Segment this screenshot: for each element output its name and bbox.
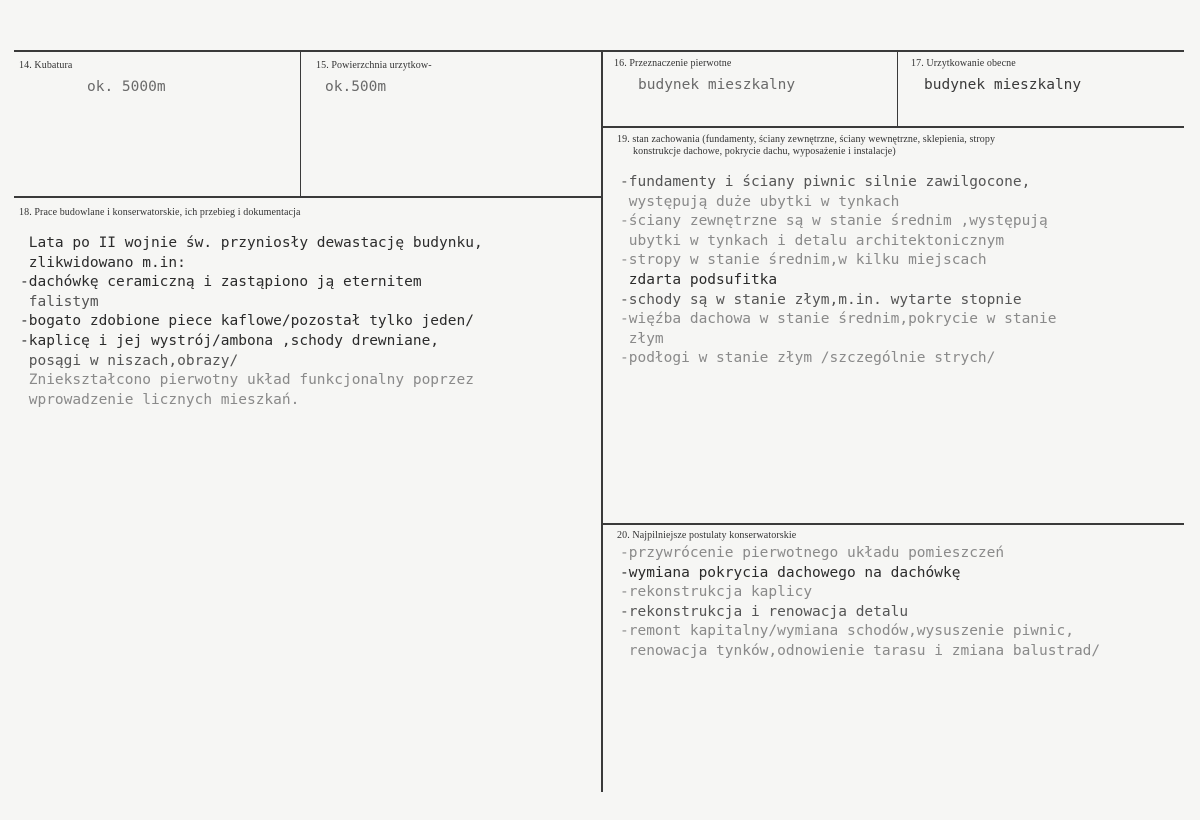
vertical-divider-14-15 <box>300 51 301 197</box>
field-14-value: ok. 5000m <box>87 79 166 95</box>
text-line: Lata po II wojnie św. przyniosły dewastację budynku, <box>20 235 483 251</box>
field-18-label: 18. Prace budowlane i konserwatorskie, ich przebieg i dokumentacja <box>19 207 301 218</box>
vertical-divider-16-17 <box>897 51 898 127</box>
horizontal-rule-19 <box>602 126 1184 128</box>
text-line: wprowadzenie licznych mieszkań. <box>20 391 300 408</box>
field-15-value: ok.500m <box>325 79 387 95</box>
field-16-label: 16. Przeznaczenie pierwotne <box>614 58 732 69</box>
horizontal-rule-20 <box>602 523 1184 525</box>
text-line: renowacja tynków,odnowienie tarasu i zmiana balustrad/ <box>620 642 1101 659</box>
text-line: -przywrócenie pierwotnego układu pomieszczeń <box>620 545 1005 561</box>
text-line: -remont kapitalny/wymiana schodów,wysuszenie piwnic, <box>620 623 1074 640</box>
field-20-text <box>620 545 1100 663</box>
field-19-label-line1: 19. stan zachowania (fundamenty, ściany zewnętrzne, ściany wewnętrzne, sklepienia, stropy <box>617 134 996 145</box>
field-19-label-line2: konstrukcje dachowe, pokrycie dachu, wyposażenie i instalacje) <box>633 146 896 157</box>
text-line: -bogato zdobione piece kaflowe/pozostał tylko jeden/ <box>20 313 474 330</box>
text-line: ubytki w tynkach i detalu architektonicznym <box>620 232 1005 249</box>
text-line: -wymiana pokrycia dachowego na dachówkę <box>620 564 961 581</box>
field-15-label: 15. Powierzchnia urzytkow- <box>316 60 432 71</box>
text-line: złym <box>620 330 664 347</box>
top-rule <box>14 50 1184 52</box>
text-line: -stropy w stanie średnim,w kilku miejscach <box>620 252 987 269</box>
text-line: -więźba dachowa w stanie średnim,pokrycie w stanie <box>620 311 1057 328</box>
field-16-value: budynek mieszkalny <box>638 77 796 93</box>
field-18-text <box>20 235 483 411</box>
text-line: -schody są w stanie złym,m.in. wytarte stopnie <box>620 291 1022 308</box>
text-line: -ściany zewnętrzne są w stanie średnim ,występują <box>620 213 1048 230</box>
field-17-value: budynek mieszkalny <box>924 77 1082 93</box>
text-line: zdarta podsufitka <box>620 271 778 288</box>
text-line: -fundamenty i ściany piwnic silnie zawilgocone, <box>620 174 1031 190</box>
text-line: falistym <box>20 293 99 310</box>
text-line: zlikwidowano m.in: <box>20 254 186 271</box>
text-line: -rekonstrukcja i renowacja detalu <box>620 603 909 620</box>
text-line: -podłogi w stanie złym /szczególnie strych/ <box>620 350 996 367</box>
left-panel-divider <box>601 50 603 792</box>
field-19-text <box>620 174 1057 370</box>
horizontal-rule-18 <box>14 196 602 198</box>
text-line: -dachówkę ceramiczną i zastąpiono ją eternitem <box>20 274 422 291</box>
text-line: występują duże ubytki w tynkach <box>620 193 900 210</box>
text-line: -rekonstrukcja kaplicy <box>620 584 813 601</box>
text-line: -kaplicę i jej wystrój/ambona ,schody drewniane, <box>20 332 440 349</box>
text-line: Zniekształcono pierwotny układ funkcjonalny poprzez <box>20 372 474 389</box>
field-14-label: 14. Kubatura <box>19 60 73 71</box>
field-17-label: 17. Urzytkowanie obecne <box>911 58 1016 69</box>
field-20-label: 20. Najpilniejsze postulaty konserwatorskie <box>617 530 797 541</box>
text-line: posągi w niszach,obrazy/ <box>20 352 239 369</box>
